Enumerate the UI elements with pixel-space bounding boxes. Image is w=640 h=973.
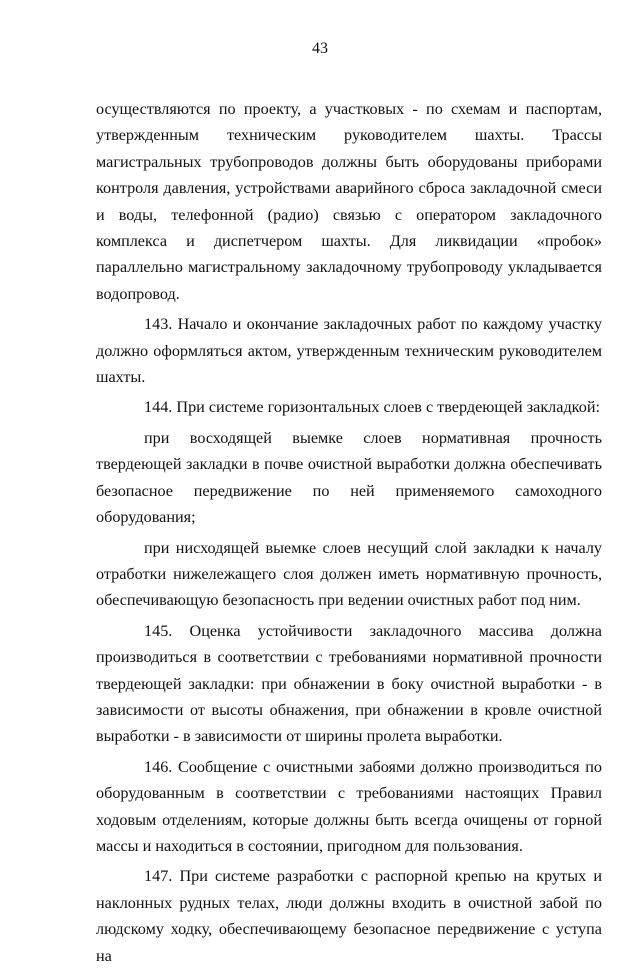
paragraph-144: 144. При системе горизонтальных слоев с твердеющей закладкой: [144, 398, 600, 417]
paragraph-continuation: осуществляются по проекту, а участковых - по схемам и паспортам, утвержденным техническим руководителем шахты. Трассы магистральных трубопроводов должны быть оборудованы приборами контроля давления, устройствами аварийного сброса закладочной смеси и воды, телефонной (радио) связью с оператором закладочного комплекса и диспетчером шахты. Для ликвидации «пробок» параллельно магистральному закладочному трубопроводу укладывается водопровод. [96, 100, 602, 303]
paragraph-144-ascending: при восходящей выемке слоев нормативная прочность твердеющей закладки в почве очистной выработки должна обеспечивать безопасное передвижение по ней применяемого самоходного оборудования; [96, 428, 602, 527]
page-number: 43 [312, 40, 328, 57]
paragraph-144-descending: при нисходящей выемке слоев несущий слой закладки к началу отработки нижележащего слоя должен иметь нормативную прочность, обеспечивающую безопасность при ведении очистных работ под ним. [96, 538, 602, 610]
paragraph-147: 147. При системе разработки с распорной крепью на крутых и наклонных рудных телах, люди должны входить в очистной забой по людскому ходку, обеспечивающему безопасное передвижение с уступа на [96, 867, 602, 965]
paragraph-143: 143. Начало и окончание закладочных работ по каждому участку должно оформляться актом, утвержденным техническим руководителем шахты. [96, 315, 602, 387]
paragraph-145: 145. Оценка устойчивости закладочного массива должна производиться в соответствии с требованиями нормативной прочности твердеющей закладки: при обнажении в боку очистной выработки - в зависимости от высоты обнажения, при обнажении в кровле очистной выработки - в зависимости от ширины пролета выработки. [96, 621, 602, 746]
page-body [96, 96, 602, 973]
paragraph-146: 146. Сообщение с очистными забоями должно производиться по оборудованным в соответствии с требованиями настоящих Правил ходовым отделениям, которые должны быть всегда очищены от горной массы и находиться в состоянии, пригодном для пользования. [96, 757, 602, 855]
